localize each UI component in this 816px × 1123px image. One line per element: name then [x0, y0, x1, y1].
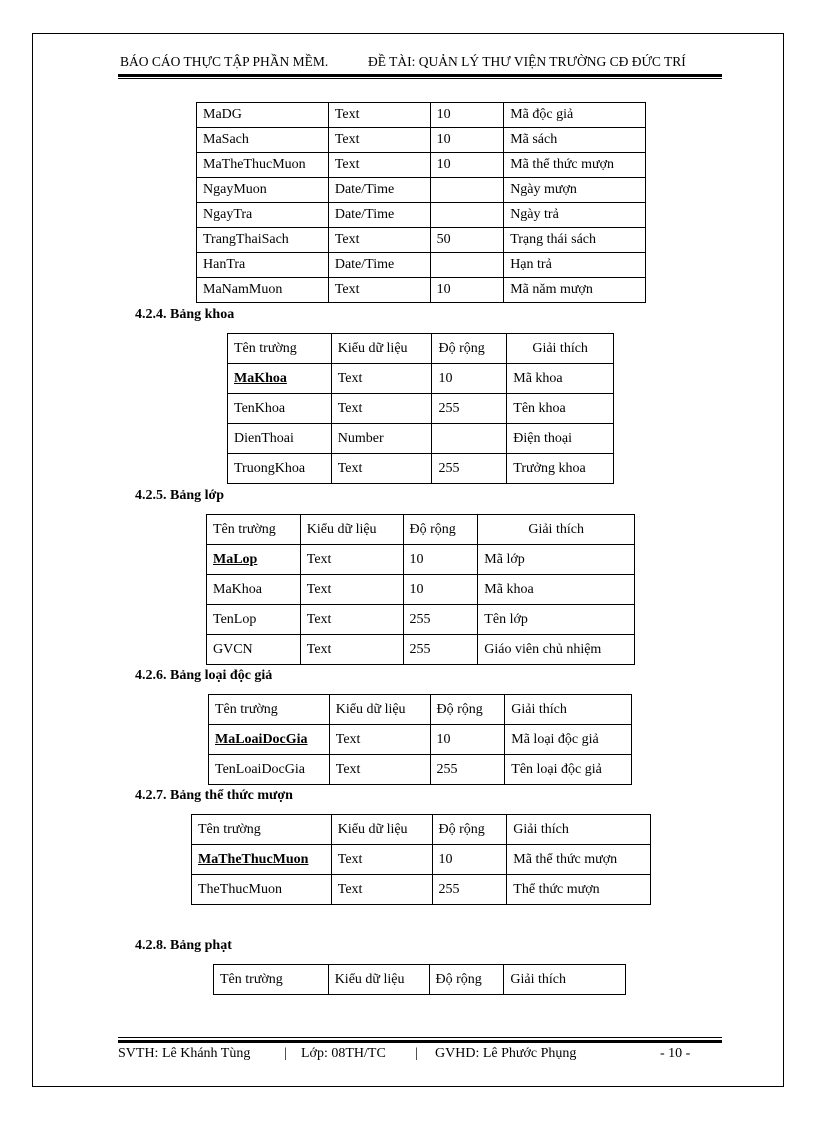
cell-type: Text	[328, 228, 430, 253]
cell-desc: Mã khoa	[507, 364, 614, 394]
cell-field: DienThoai	[228, 424, 332, 454]
footer-divider	[118, 1040, 722, 1043]
cell-desc: Thể thức mượn	[507, 875, 651, 905]
cell-field: TheThucMuon	[192, 875, 332, 905]
table-row	[197, 153, 646, 178]
cell-type: Text	[331, 454, 432, 484]
cell-desc: Mã loại độc giả	[505, 725, 632, 755]
cell-desc: Mã khoa	[478, 575, 635, 605]
cell-width	[430, 203, 504, 228]
cell-primary-key: MaTheThucMuon	[192, 845, 332, 875]
cell-desc: Mã độc giả	[504, 103, 646, 128]
cell-desc: Mã sách	[504, 128, 646, 153]
cell-field: MaNamMuon	[197, 278, 329, 303]
header-type: Kiểu dữ liệu	[300, 515, 403, 545]
cell-field: NgayTra	[197, 203, 329, 228]
header-desc: Giải thích	[507, 334, 614, 364]
header-width: Độ rộng	[430, 695, 505, 725]
cell-width	[432, 424, 507, 454]
cell-type: Text	[300, 545, 403, 575]
table-row	[228, 424, 614, 454]
cell-desc: Tên loại độc giả	[505, 755, 632, 785]
cell-desc: Ngày mượn	[504, 178, 646, 203]
cell-width: 50	[430, 228, 504, 253]
cell-width: 255	[432, 454, 507, 484]
cell-desc: Hạn trả	[504, 253, 646, 278]
cell-type: Text	[331, 875, 432, 905]
cell-type: Date/Time	[328, 253, 430, 278]
header-report-title: BÁO CÁO THỰC TẬP PHẦN MỀM.	[120, 54, 329, 69]
cell-desc: Mã thể thức mượn	[504, 153, 646, 178]
cell-type: Text	[329, 755, 430, 785]
cell-type: Text	[328, 278, 430, 303]
cell-width: 10	[430, 153, 504, 178]
cell-width: 255	[432, 875, 507, 905]
header-field: Tên trường	[228, 334, 332, 364]
table-row	[209, 755, 632, 785]
header-type: Kiểu dữ liệu	[329, 695, 430, 725]
cell-field: TenLoaiDocGia	[209, 755, 330, 785]
table-header-row	[214, 965, 626, 995]
cell-desc: Tên khoa	[507, 394, 614, 424]
cell-type: Text	[328, 128, 430, 153]
cell-desc: Trưởng khoa	[507, 454, 614, 484]
cell-width: 10	[403, 575, 478, 605]
cell-desc: Trạng thái sách	[504, 228, 646, 253]
cell-type: Text	[300, 575, 403, 605]
cell-field: TenLop	[207, 605, 301, 635]
page-number: - 10 -	[660, 1046, 691, 1061]
header-field: Tên trường	[192, 815, 332, 845]
table-header-row	[192, 815, 651, 845]
table-row	[197, 278, 646, 303]
cell-type: Text	[331, 394, 432, 424]
table-row	[228, 454, 614, 484]
cell-type: Date/Time	[328, 178, 430, 203]
cell-desc: Mã lớp	[478, 545, 635, 575]
table-row	[197, 253, 646, 278]
table-row	[209, 725, 632, 755]
table-header-row	[209, 695, 632, 725]
table-row	[207, 545, 635, 575]
cell-field: TruongKhoa	[228, 454, 332, 484]
cell-type: Text	[329, 725, 430, 755]
footer-student: SVTH: Lê Khánh Tùng	[118, 1046, 251, 1061]
cell-field: MaKhoa	[207, 575, 301, 605]
header-width: Độ rộng	[403, 515, 478, 545]
cell-width: 255	[430, 755, 505, 785]
header-field: Tên trường	[207, 515, 301, 545]
cell-width: 255	[403, 605, 478, 635]
section-title-thethucmuon: 4.2.7. Bảng thể thức mượn	[135, 788, 293, 803]
cell-type: Text	[300, 635, 403, 665]
cell-field: HanTra	[197, 253, 329, 278]
cell-width: 10	[403, 545, 478, 575]
cell-field: GVCN	[207, 635, 301, 665]
table-row	[192, 875, 651, 905]
header-field: Tên trường	[209, 695, 330, 725]
cell-width: 10	[430, 128, 504, 153]
header-divider	[118, 74, 722, 77]
table-row	[197, 203, 646, 228]
cell-type: Text	[331, 364, 432, 394]
table-lop	[206, 514, 635, 665]
header-width: Độ rộng	[432, 815, 507, 845]
table-loaidocgia	[208, 694, 632, 785]
table-row	[197, 228, 646, 253]
section-title-phat: 4.2.8. Bảng phạt	[135, 938, 232, 953]
cell-desc: Mã thể thức mượn	[507, 845, 651, 875]
header-type: Kiểu dữ liệu	[331, 334, 432, 364]
cell-primary-key: MaLop	[207, 545, 301, 575]
table-khoa	[227, 333, 614, 484]
header-width: Độ rộng	[432, 334, 507, 364]
cell-width: 255	[403, 635, 478, 665]
cell-field: TenKhoa	[228, 394, 332, 424]
cell-desc: Điện thoại	[507, 424, 614, 454]
page-header	[118, 52, 722, 74]
cell-desc: Tên lớp	[478, 605, 635, 635]
footer-divider-thin	[118, 1037, 722, 1038]
cell-width: 10	[432, 845, 507, 875]
cell-width: 10	[430, 278, 504, 303]
cell-width: 255	[432, 394, 507, 424]
header-desc: Giải thích	[504, 965, 626, 995]
cell-desc: Mã năm mượn	[504, 278, 646, 303]
cell-field: MaDG	[197, 103, 329, 128]
cell-width: 10	[430, 725, 505, 755]
cell-field: MaTheThucMuon	[197, 153, 329, 178]
table-row	[207, 605, 635, 635]
header-width: Độ rộng	[429, 965, 504, 995]
cell-type: Number	[331, 424, 432, 454]
header-divider-thin	[118, 78, 722, 79]
table-header-row	[207, 515, 635, 545]
header-topic: ĐỀ TÀI: QUẢN LÝ THƯ VIỆN TRƯỜNG CĐ ĐỨC TRÍ	[368, 54, 686, 69]
cell-width	[430, 253, 504, 278]
footer-instructor: GVHD: Lê Phước Phụng	[435, 1046, 577, 1061]
cell-width: 10	[430, 103, 504, 128]
table-thethucmuon	[191, 814, 651, 905]
table-row	[197, 103, 646, 128]
table-row	[197, 128, 646, 153]
header-desc: Giải thích	[505, 695, 632, 725]
footer-separator: |	[284, 1046, 287, 1061]
cell-type: Text	[328, 153, 430, 178]
cell-field: MaSach	[197, 128, 329, 153]
table-row	[192, 845, 651, 875]
table-muon-continued	[196, 102, 646, 303]
section-title-khoa: 4.2.4. Bảng khoa	[135, 307, 235, 322]
cell-primary-key: MaKhoa	[228, 364, 332, 394]
table-row	[228, 394, 614, 424]
cell-field: TrangThaiSach	[197, 228, 329, 253]
header-desc: Giải thích	[507, 815, 651, 845]
footer-separator: |	[415, 1046, 418, 1061]
header-desc: Giải thích	[478, 515, 635, 545]
table-row	[228, 364, 614, 394]
table-row	[207, 575, 635, 605]
table-row	[197, 178, 646, 203]
cell-width	[430, 178, 504, 203]
cell-type: Text	[300, 605, 403, 635]
section-title-loaidocgia: 4.2.6. Bảng loại độc giả	[135, 668, 273, 683]
cell-type: Text	[328, 103, 430, 128]
table-phat	[213, 964, 626, 995]
table-row	[207, 635, 635, 665]
cell-primary-key: MaLoaiDocGia	[209, 725, 330, 755]
cell-field: NgayMuon	[197, 178, 329, 203]
footer-class: Lớp: 08TH/TC	[301, 1046, 386, 1061]
cell-type: Text	[331, 845, 432, 875]
section-title-lop: 4.2.5. Bảng lớp	[135, 488, 225, 503]
header-field: Tên trường	[214, 965, 329, 995]
cell-desc: Ngày trả	[504, 203, 646, 228]
cell-width: 10	[432, 364, 507, 394]
header-type: Kiểu dữ liệu	[328, 965, 429, 995]
cell-type: Date/Time	[328, 203, 430, 228]
table-header-row	[228, 334, 614, 364]
cell-desc: Giáo viên chủ nhiệm	[478, 635, 635, 665]
header-type: Kiểu dữ liệu	[331, 815, 432, 845]
